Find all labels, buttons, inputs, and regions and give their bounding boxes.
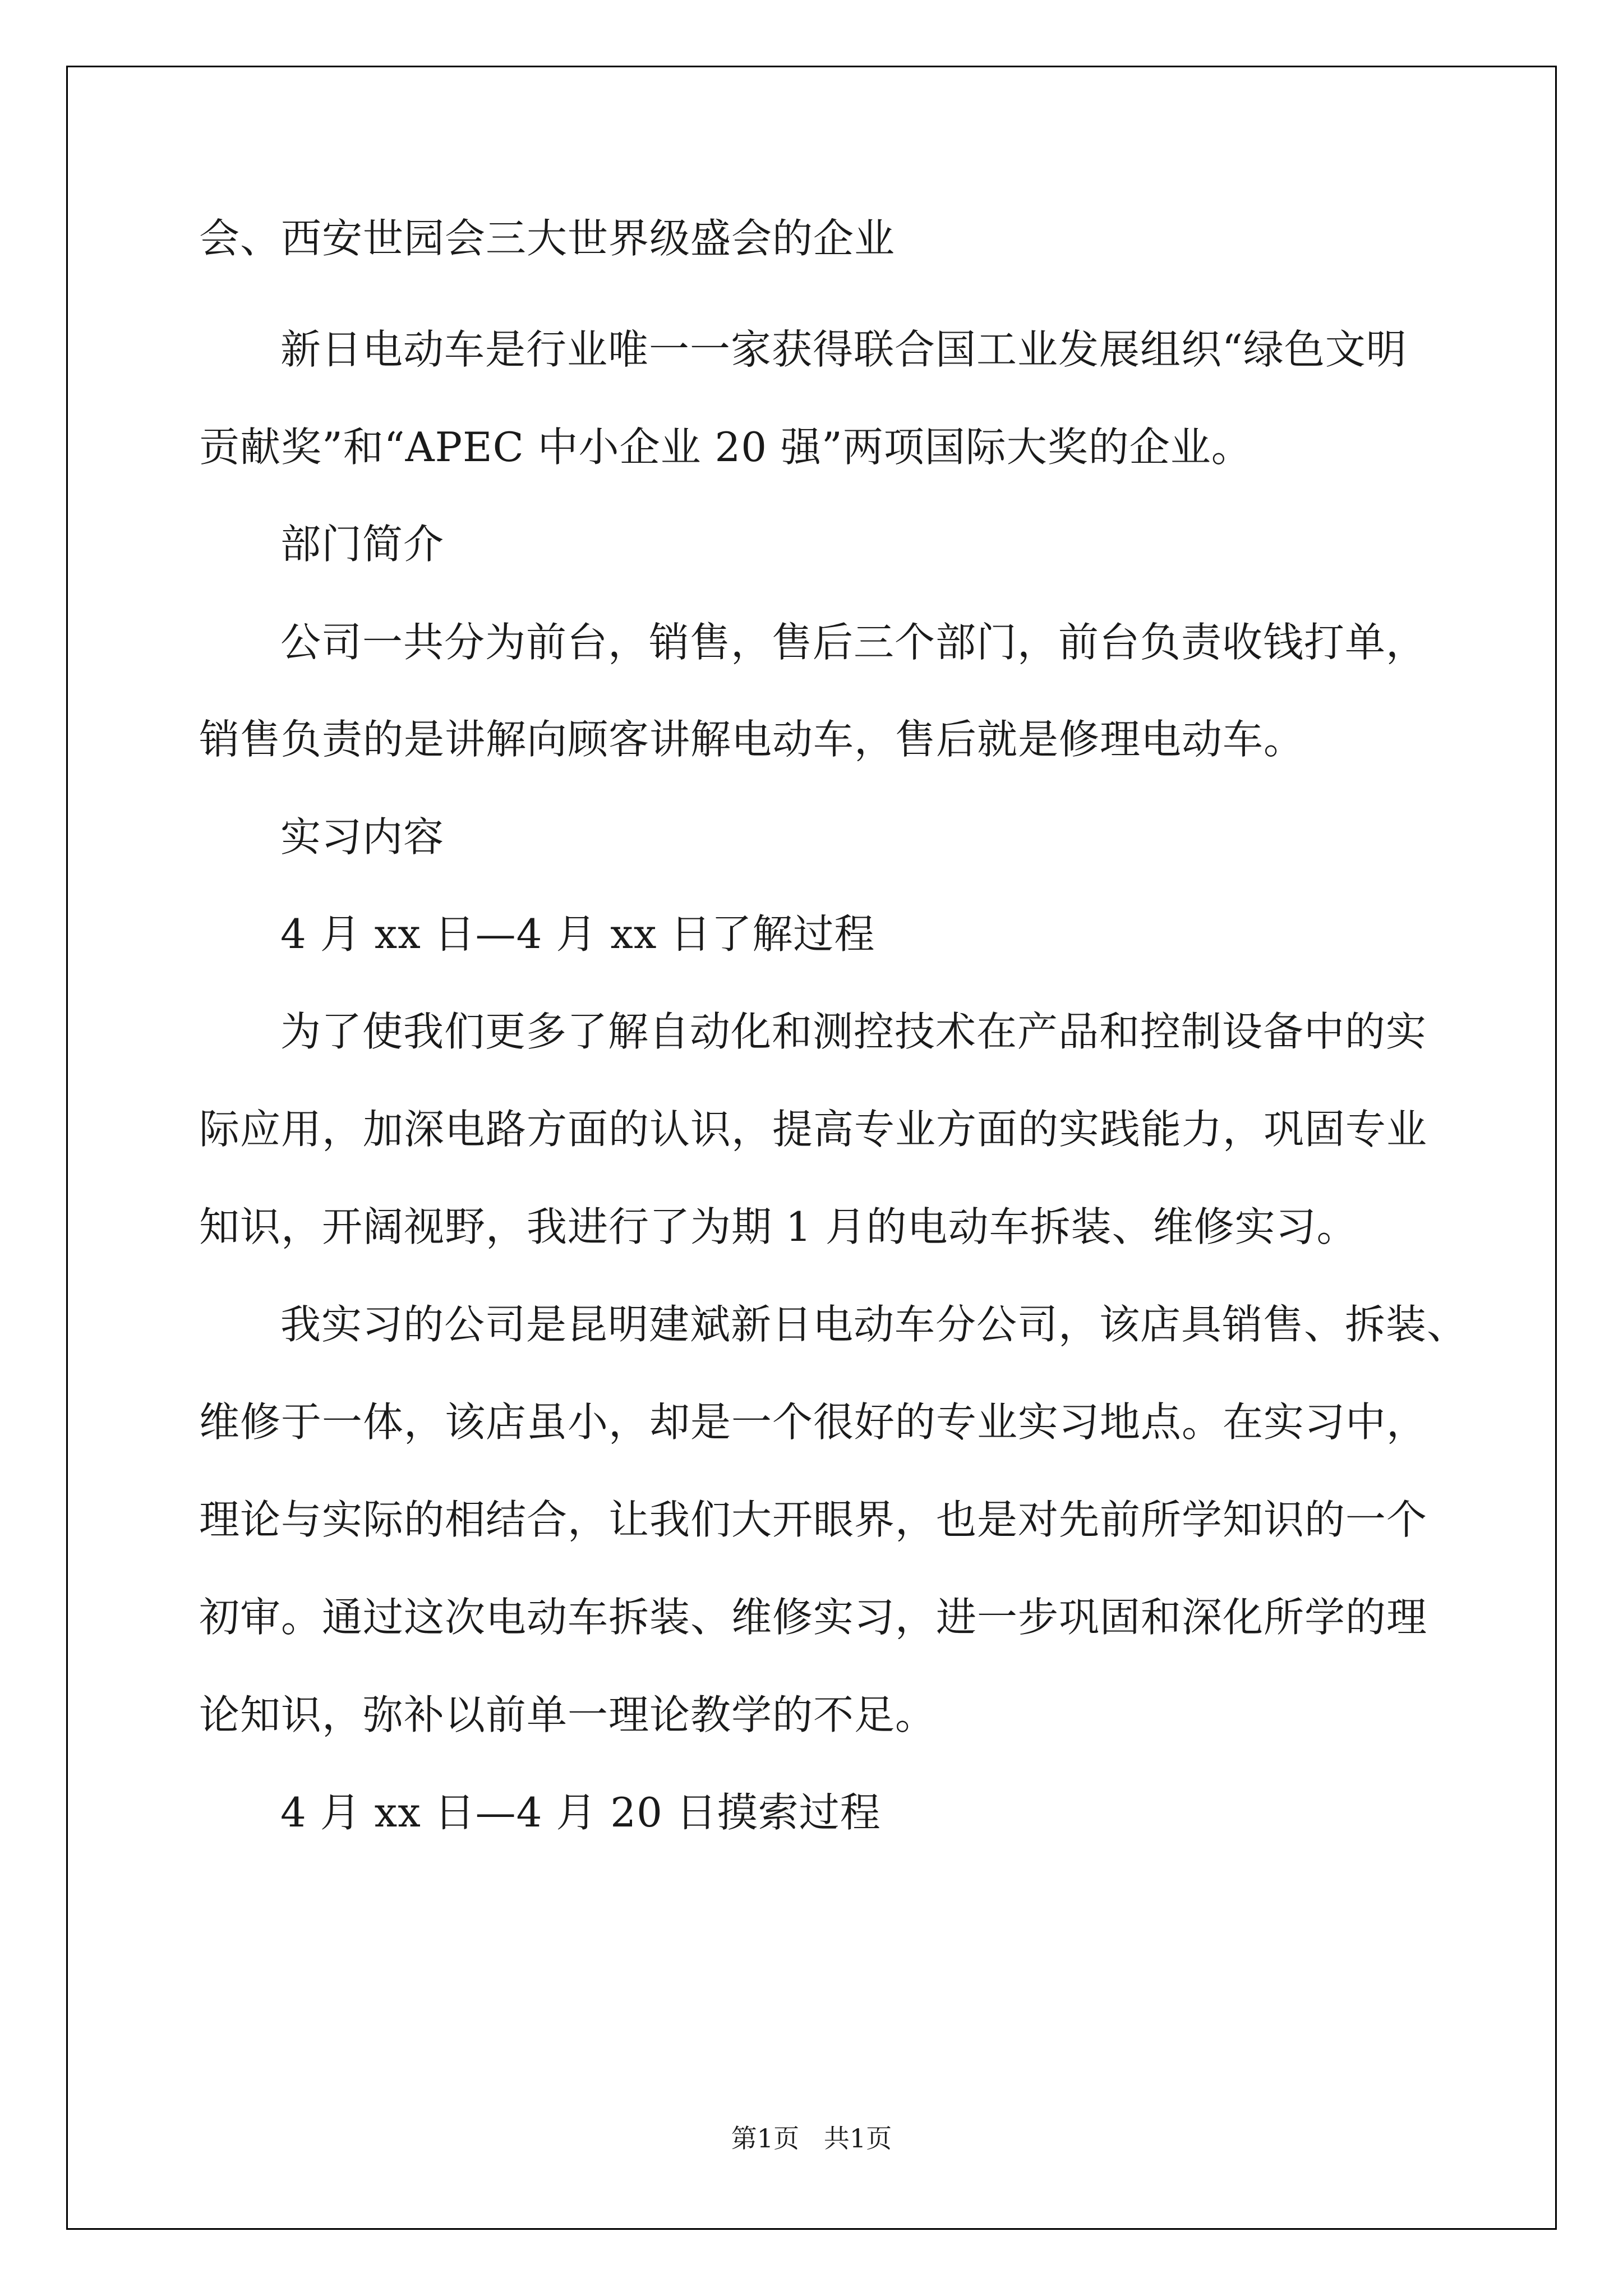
paragraph-line: 我实习的公司是昆明建斌新日电动车分公司，该店具销售、拆装、 bbox=[280, 1301, 1468, 1348]
paragraph-line: 公司一共分为前台，销售，售后三个部门，前台负责收钱打单， bbox=[280, 619, 1427, 666]
paragraph-line: 会、西安世园会三大世界级盛会的企业 bbox=[199, 215, 896, 262]
page-number-footer: 第1页 共1页 bbox=[731, 2123, 892, 2154]
paragraph-line: 际应用，加深电路方面的认识，提高专业方面的实践能力，巩固专业 bbox=[199, 1106, 1428, 1153]
paragraph-line: 为了使我们更多了解自动化和测控技术在产品和控制设备中的实 bbox=[280, 1008, 1427, 1055]
paragraph-line: 维修于一体，该店虽小，却是一个很好的专业实习地点。在实习中， bbox=[199, 1398, 1428, 1446]
paragraph-line: 新日电动车是行业唯一一家获得联合国工业发展组织“绿色文明 bbox=[280, 326, 1407, 373]
section-heading: 4 月 xx 日—4 月 xx 日了解过程 bbox=[280, 910, 875, 958]
section-heading: 部门简介 bbox=[280, 521, 445, 568]
section-heading: 4 月 xx 日—4 月 20 日摸索过程 bbox=[280, 1789, 881, 1836]
paragraph-line: 论知识，弥补以前单一理论教学的不足。 bbox=[199, 1691, 937, 1738]
section-heading: 实习内容 bbox=[280, 813, 445, 861]
paragraph-line: 理论与实际的相结合，让我们大开眼界，也是对先前所学知识的一个 bbox=[199, 1496, 1428, 1543]
paragraph-line: 销售负责的是讲解向顾客讲解电动车，售后就是修理电动车。 bbox=[199, 716, 1305, 763]
paragraph-line: 贡献奖”和“APEC 中小企业 20 强”两项国际大奖的企业。 bbox=[199, 424, 1252, 471]
paragraph-line: 初审。通过这次电动车拆装、维修实习，进一步巩固和深化所学的理 bbox=[199, 1594, 1428, 1641]
paragraph-line: 知识，开阔视野，我进行了为期 1 月的电动车拆装、维修实习。 bbox=[199, 1203, 1358, 1250]
